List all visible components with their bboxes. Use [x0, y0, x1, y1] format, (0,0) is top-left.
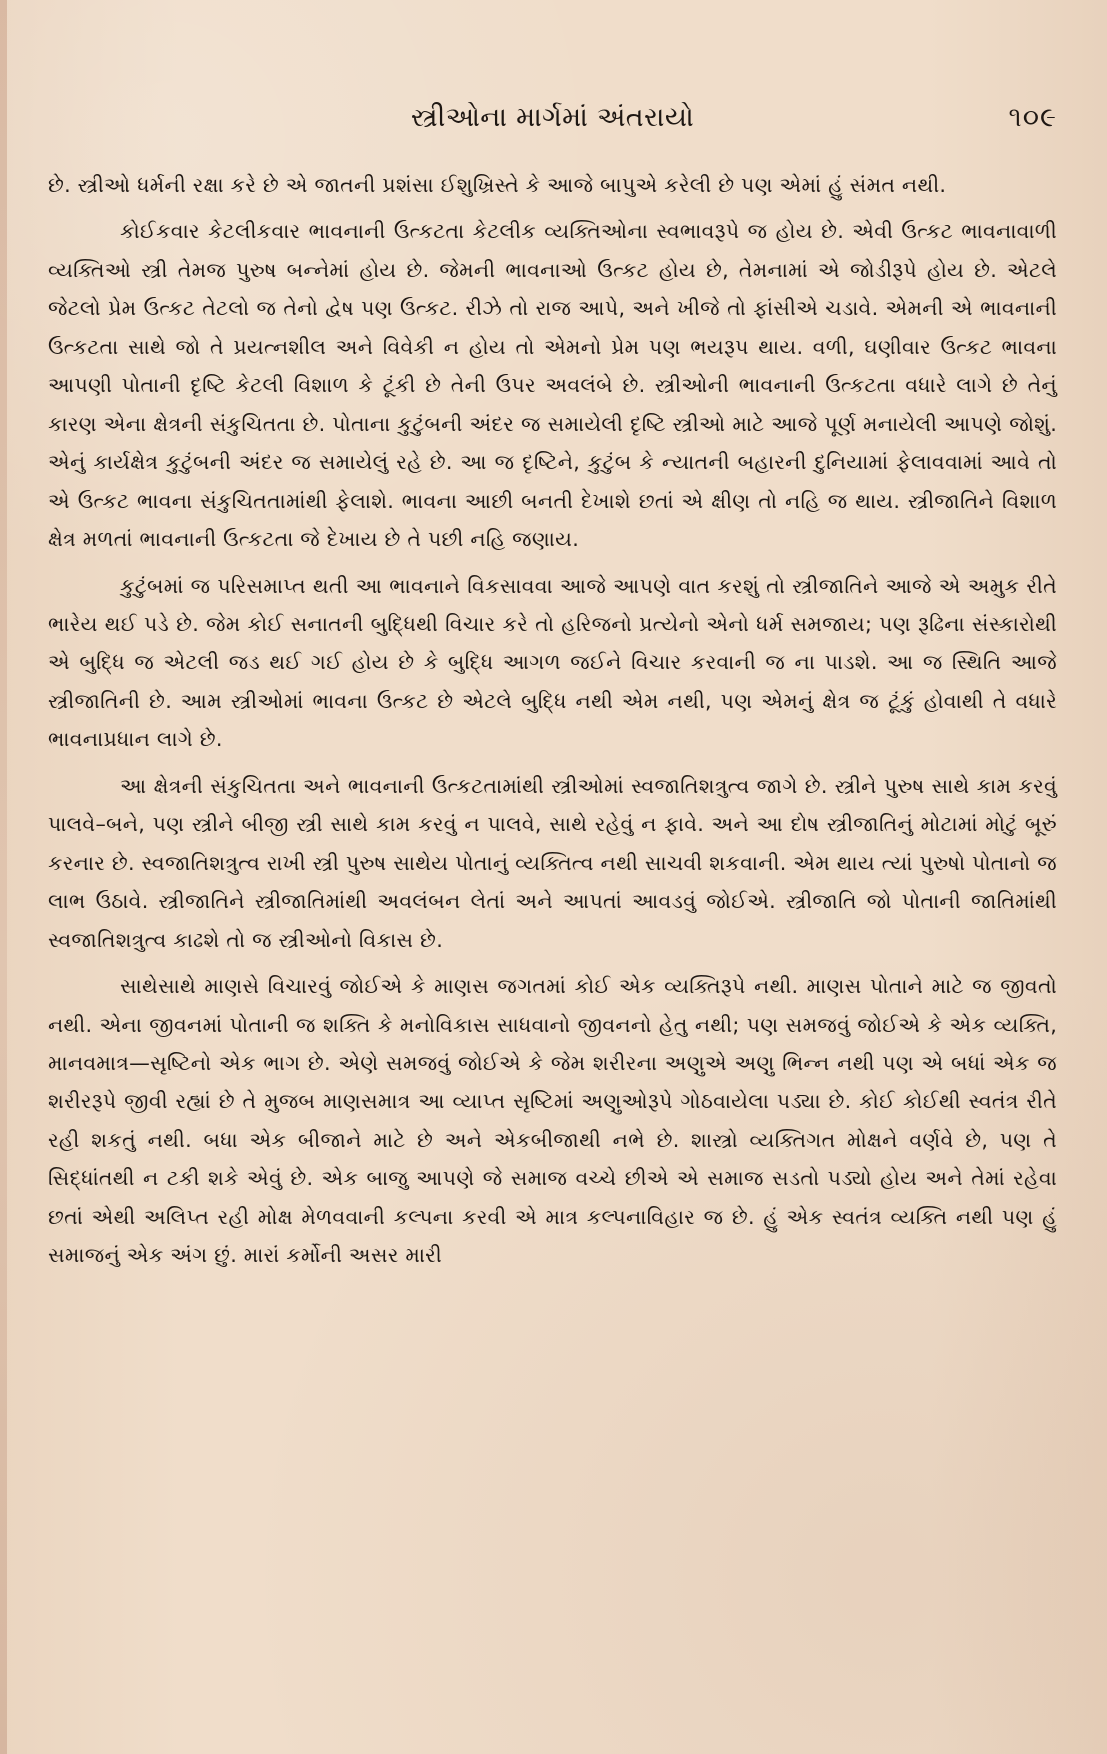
running-title: સ્ત્રીઓના માર્ગમાં અંતરાયો [410, 102, 695, 133]
paragraph-individual-and-society: સાથેસાથે માણસે વિચારવું જોઈએ કે માણસ જગતમાં કોઈ એક વ્યક્તિરૂપે નથી. માણસ પોતાને માટે જ જીવતો નથી. એના જીવનમાં પોતાની જ શક્તિ કે મનોવિકાસ સાધવાનો જીવનનો હેતુ નથી; પણ સમજવું જોઈએ કે એક વ્યક્તિ, માનવમાત્ર—સૃષ્ટિનો એક ભાગ છે. એણે સમજવું જોઈએ કે જેમ શરીરના અણુએ અણુ ભિન્ન નથી પણ એ બધાં એક જ શરીરરૂપે જીવી રહ્યાં છે તે મુજબ માણસમાત્ર આ વ્યાપ્ત સૃષ્ટિમાં અણુઓરૂપે ગોઠવાયેલા પડ્યા છે. કોઈ કોઈથી સ્વતંત્ર રીતે રહી શકતું નથી. બધા એક બીજાને માટે છે અને એકબીજાથી નભે છે. શાસ્ત્રો વ્યક્તિગત મોક્ષને વર્ણવે છે, પણ તે સિદ્ધાંતથી ન ટકી શકે એવું છે. એક બાજુ આપણે જે સમાજ વચ્ચે છીએ એ સમાજ સડતો પડ્યો હોય અને તેમાં રહેવા છતાં એથી અલિપ્ત રહી મોક્ષ મેળવવાની કલ્પના કરવી એ માત્ર કલ્પનાવિહાર જ છે. હું એક સ્વતંત્ર વ્યક્તિ નથી પણ હું સમાજનું એક અંગ છું. મારાં કર્મોની અસર મારી [48, 974, 1057, 1268]
paragraph-family-centered-feeling: કુટુંબમાં જ પરિસમાપ્ત થતી આ ભાવનાને વિકસાવવા આજે આપણે વાત કરશું તો સ્ત્રીજાતિને આજે એ અમુક રીતે ભારેય થઈ પડે છે. જેમ કોઈ સનાતની બુદ્ધિથી વિચાર કરે તો હરિજનો પ્રત્યેનો એનો ધર્મ સમજાય; પણ રૂઢિના સંસ્કારોથી એ બુદ્ધિ જ એટલી જડ થઈ ગઈ હોય છે કે બુદ્ધિ આગળ જઈને વિચાર કરવાની જ ના પાડશે. આ જ સ્થિતિ આજે સ્ત્રીજાતિની છે. આમ સ્ત્રીઓમાં ભાવના ઉત્કટ છે એટલે બુદ્ધિ નથી એમ નથી, પણ એમનું ક્ષેત્ર જ ટૂંકું હોવાથી તે વધારે ભાવનાપ્રધાન લાગે છે. [48, 573, 1057, 752]
page-header [48, 102, 1057, 150]
paragraph-continuation: છે. સ્ત્રીઓ ધર્મની રક્ષા કરે છે એ જાતની પ્રશંસા ઈશુખ્રિસ્તે કે આજે બાપુએ કરેલી છે પણ એમાં હું સંમત નથી. [48, 173, 947, 197]
page-body [48, 166, 1057, 1275]
paragraph-same-gender-rivalry: આ ક્ષેત્રની સંકુચિતતા અને ભાવનાની ઉત્કટતામાંથી સ્ત્રીઓમાં સ્વજાતિશત્રુત્વ જાગે છે. સ્ત્રીને પુરુષ સાથે કામ કરવું પાલવે–બને, પણ સ્ત્રીને બીજી સ્ત્રી સાથે કામ કરવું ન પાલવે, સાથે રહેવું ન ફાવે. અને આ દોષ સ્ત્રીજાતિનું મોટામાં મોટું બૂરું કરનાર છે. સ્વજાતિશત્રુત્વ રાખી સ્ત્રી પુરુષ સાથેય પોતાનું વ્યક્તિત્વ નથી સાચવી શકવાની. એમ થાય ત્યાં પુરુષો પોતાનો જ લાભ ઉઠાવે. સ્ત્રીજાતિને સ્ત્રીજાતિમાંથી અવલંબન લેતાં અને આપતાં આવડવું જોઈએ. સ્ત્રીજાતિ જો પોતાની જાતિમાંથી સ્વજાતિશત્રુત્વ કાઢશે તો જ સ્ત્રીઓનો વિકાસ છે. [48, 773, 1057, 952]
page-number: ૧૦૯ [1008, 102, 1057, 133]
paragraph-intensity-of-feeling: કોઈકવાર કેટલીકવાર ભાવનાની ઉત્કટતા કેટલીક વ્યક્તિઓના સ્વભાવરૂપે જ હોય છે. એવી ઉત્કટ ભાવનાવાળી વ્યક્તિઓ સ્ત્રી તેમજ પુરુષ બન્નેમાં હોય છે. જેમની ભાવનાઓ ઉત્કટ હોય છે, તેમનામાં એ જોડીરૂપે હોય છે. એટલે જેટલો પ્રેમ ઉત્કટ તેટલો જ તેનો દ્વેષ પણ ઉત્કટ. રીઝે તો રાજ આપે, અને ખીજે તો ફાંસીએ ચડાવે. એમની એ ભાવનાની ઉત્કટતા સાથે જો તે પ્રયત્નશીલ અને વિવેકી ન હોય તો એમનો પ્રેમ પણ ભયરૂપ થાય. વળી, ઘણીવાર ઉત્કટ ભાવના આપણી પોતાની દૃષ્ટિ કેટલી વિશાળ કે ટૂંકી છે તેની ઉપર અવલંબે છે. સ્ત્રીઓની ભાવનાની ઉત્કટતા વધારે લાગે છે તેનું કારણ એના ક્ષેત્રની સંકુચિતતા છે. પોતાના કુટુંબની અંદર જ સમાયેલી દૃષ્ટિ સ્ત્રીઓ માટે આજે પૂર્ણ મનાયેલી આપણે જોશું. એનું કાર્યક્ષેત્ર કુટુંબની અંદર જ સમાયેલું રહે છે. આ જ દૃષ્ટિને, કુટુંબ કે ન્યાતની બહારની દુનિયામાં ફેલાવવામાં આવે તો એ ઉત્કટ ભાવના સંકુચિતતામાંથી ફેલાશે. ભાવના આછી બનતી દેખાશે છતાં એ ક્ષીણ તો નહિ જ થાય. સ્ત્રીજાતિને વિશાળ ક્ષેત્ર મળતાં ભાવનાની ઉત્કટતા જે દેખાય છે તે પછી નહિ જણાય. [48, 219, 1057, 552]
